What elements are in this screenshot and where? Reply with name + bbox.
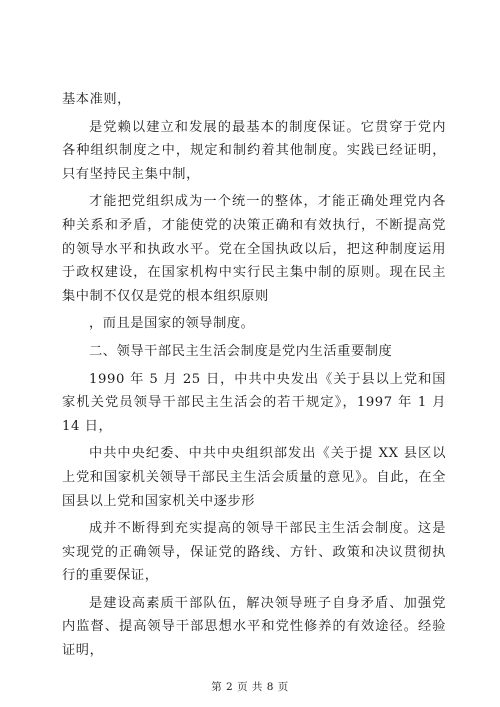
section-heading: 二、领导干部民主生活会制度是党内生活重要制度: [89, 343, 393, 359]
paragraph-6: 1990 年 5 月 25 日，中共中央发出《关于县以上党和国家机关党员领导干部民主生活会的若干规定》，1997 年 1 月 14 日，: [62, 371, 446, 434]
page-number-footer: 第 2 页 共 8 页: [211, 681, 289, 693]
paragraph-2: 是党赖以建立和发展的最基本的制度保证。它贯穿于党内各种组织制度之中，规定和制约着其他制度。实践已经证明，只有坚持民主集中制，: [62, 119, 446, 182]
document-body: [62, 88, 446, 667]
paragraph-8: 成并不断得到充实提高的领导干部民主生活会制度。这是实现党的正确领导，保证党的路线、方针、政策和决议贯彻执行的重要保证，: [62, 521, 446, 584]
paragraph-7: 中共中央纪委、中共中央组织部发出《关于提 XX 县区以上党和国家机关领导干部民主生活会质量的意见》。自此，在全国县以上党和国家机关中逐步形: [62, 446, 446, 509]
paragraph-1: 基本准则，: [62, 92, 131, 107]
paragraph-3: 才能把党组织成为一个统一的整体，才能正确处理党内各种关系和矛盾，才能使党的决策正确和有效执行，不断提高党的领导水平和执政水平。党在全国执政以后，把这种制度运用于政权建设，在国家机构中实行民主集中制的原则。现在民主集中制不仅仅是党的根本组织原则: [62, 194, 446, 304]
paragraph-4: ，而且是国家的领导制度。: [89, 316, 255, 332]
paragraph-9: 是建设高素质干部队伍，解决领导班子自身矛盾、加强党内监督、提高领导干部思想水平和党性修养的有效途径。经验证明，: [62, 595, 446, 659]
